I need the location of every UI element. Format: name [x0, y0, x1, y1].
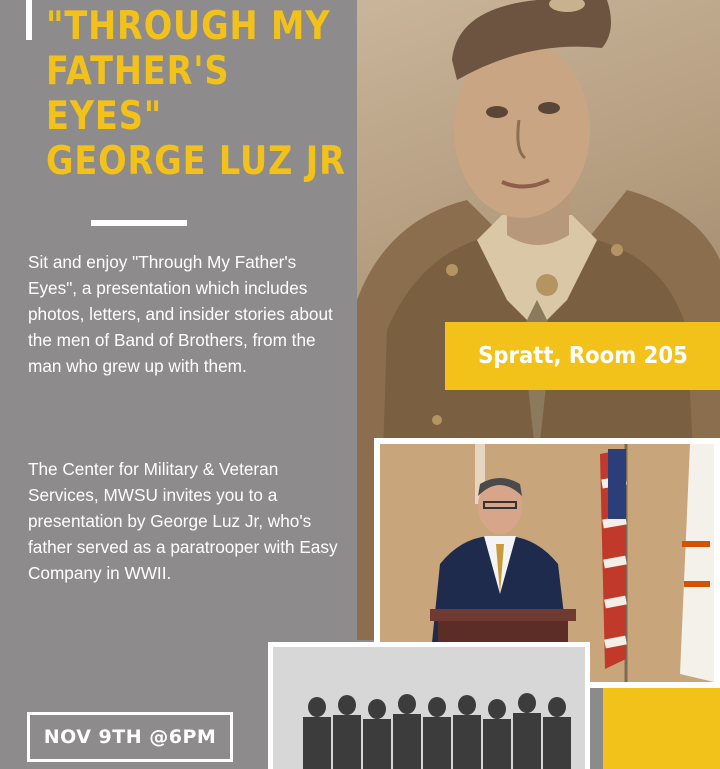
description-paragraph: Sit and enjoy "Through My Father's Eyes", a presentation which includes photos, letters, and insider stories about the men of Band of Brothers, from the man who grew up with them.: [28, 252, 333, 376]
date-time-badge: NOV 9TH @6PM: [27, 712, 233, 762]
band-of-brothers-group-photo: [268, 642, 590, 769]
location-text: Spratt, Room 205: [477, 343, 688, 369]
title-line: EYES": [46, 94, 163, 139]
event-title: [46, 4, 346, 184]
title-line: FATHER'S: [46, 49, 230, 94]
accent-block: [603, 688, 720, 769]
location-badge: [445, 322, 720, 390]
accent-bar: [26, 0, 32, 40]
soldiers-group-image: [273, 647, 585, 769]
title-line: GEORGE LUZ JR: [46, 139, 346, 184]
invitation-paragraph: The Center for Military & Veteran Services, MWSU invites you to a presentation by George Luz Jr, who's father served as a paratrooper with Easy Company in WWII.: [28, 459, 338, 583]
title-line: "THROUGH MY: [46, 4, 331, 49]
title-divider: [91, 220, 187, 226]
